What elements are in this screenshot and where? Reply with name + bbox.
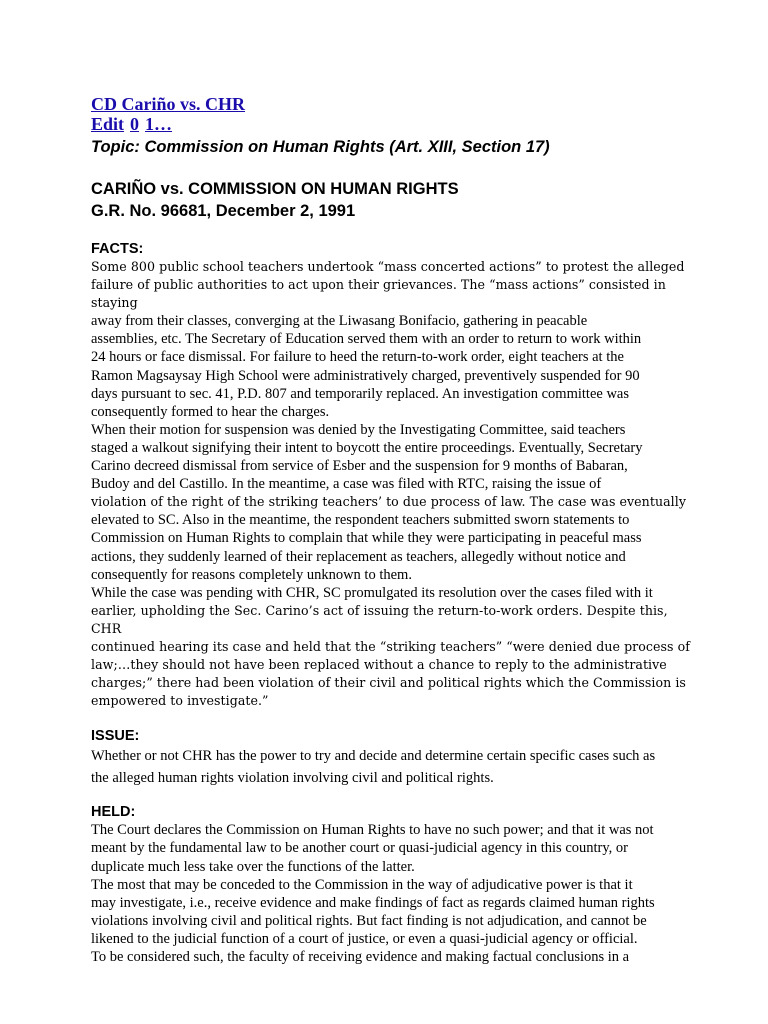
facts-line: days pursuant to sec. 41, P.D. 807 and temporarily replaced. An investigation committee was (91, 385, 629, 402)
document-content (91, 94, 691, 966)
facts-line: elevated to SC. Also in the meantime, the respondent teachers submitted sworn statements to (91, 512, 630, 529)
facts-line: Some 800 public school teachers undertook “mass concerted actions” to protest the alleged (91, 259, 685, 274)
issue-line: the alleged human rights violation involving civil and political rights. (91, 770, 494, 787)
facts-line: continued hearing its case and held that the “striking teachers” “were denied due process of (91, 638, 690, 654)
issue-text (91, 745, 691, 789)
facts-line: violation of the right of the striking teachers’ to due process of law. The case was eventually (91, 494, 686, 510)
facts-line: consequently formed to hear the charges. (91, 403, 330, 420)
held-line: duplicate much less take over the functions of the latter. (91, 858, 415, 875)
held-line: The most that may be conceded to the Commission in the way of adjudicative power is that it (91, 876, 633, 893)
facts-line: Budoy and del Castillo. In the meantime, a case was filed with RTC, raising the issue of (91, 476, 602, 493)
issue-heading: ISSUE: (91, 728, 140, 745)
facts-line: away from their classes, converging at the Liwasang Bonifacio, gathering in peacable (91, 313, 588, 330)
facts-line: Commission on Human Rights to complain that while they were participating in peaceful mass (91, 530, 642, 547)
facts-line: failure of public authorities to act upon their grievances. The “mass actions” consisted in staying (91, 277, 666, 311)
case-title-block (91, 178, 691, 222)
facts-line: charges;” there had been violation of their civil and political rights which the Commission is (91, 675, 686, 691)
edit-row (91, 114, 691, 135)
comment-count-link[interactable]: 0 (130, 114, 140, 134)
more-link[interactable]: 1… (145, 114, 173, 134)
case-title: CARIÑO vs. COMMISSION ON HUMAN RIGHTS (91, 180, 459, 198)
held-line: The Court declares the Commission on Human Rights to have no such power; and that it was not (91, 822, 654, 839)
held-line: violations involving civil and political rights. But fact finding is not adjudication, and cannot be (91, 912, 647, 929)
topic-line: Topic: Commission on Human Rights (Art. XIII, Section 17) (91, 138, 550, 156)
edit-link[interactable]: Edit (91, 114, 125, 134)
facts-line: When their motion for suspension was denied by the Investigating Committee, said teachers (91, 421, 626, 438)
facts-line: While the case was pending with CHR, SC promulgated its resolution over the cases filed with it (91, 584, 653, 601)
facts-line: empowered to investigate.” (91, 693, 269, 709)
document-title-link[interactable]: CD Cariño vs. CHR (91, 94, 246, 114)
facts-line: assemblies, etc. The Secretary of Education served them with an order to return to work within (91, 331, 642, 348)
held-line: meant by the fundamental law to be another court or quasi-judicial agency in this country, or (91, 840, 629, 857)
held-line: To be considered such, the faculty of receiving evidence and making factual conclusions in a (91, 949, 630, 965)
held-text (91, 821, 691, 966)
facts-text (91, 258, 691, 710)
held-line: may investigate, i.e., receive evidence and make findings of fact as regards claimed human rights (91, 894, 655, 911)
held-line: likened to the judicial function of a court of justice, or even a quasi-judicial agency or official. (91, 930, 638, 947)
issue-line: Whether or not CHR has the power to try and decide and determine certain specific cases such as (91, 748, 656, 765)
case-gr-number: G.R. No. 96681, December 2, 1991 (91, 202, 356, 220)
facts-line: actions, they suddenly learned of their replacement as teachers, allegedly without notice and (91, 548, 626, 565)
facts-line: law;…they should not have been replaced without a chance to reply to the administrative (91, 657, 667, 673)
facts-line: 24 hours or face dismissal. For failure to heed the return-to-work order, eight teachers at the (91, 349, 624, 366)
facts-line: staged a walkout signifying their intent to boycott the entire proceedings. Eventually, Secretary (91, 439, 643, 456)
held-heading: HELD: (91, 804, 136, 821)
facts-line: Carino decreed dismissal from service of Esber and the suspension for 9 months of Babaran, (91, 458, 628, 475)
facts-line: consequently for reasons completely unknown to them. (91, 566, 412, 583)
facts-heading: FACTS: (91, 241, 144, 257)
facts-line: earlier, upholding the Sec. Carino’s act of issuing the return-to-work orders. Despite this, CHR (91, 602, 668, 636)
facts-line: Ramon Magsaysay High School were administratively charged, preventively suspended for 90 (91, 367, 640, 384)
